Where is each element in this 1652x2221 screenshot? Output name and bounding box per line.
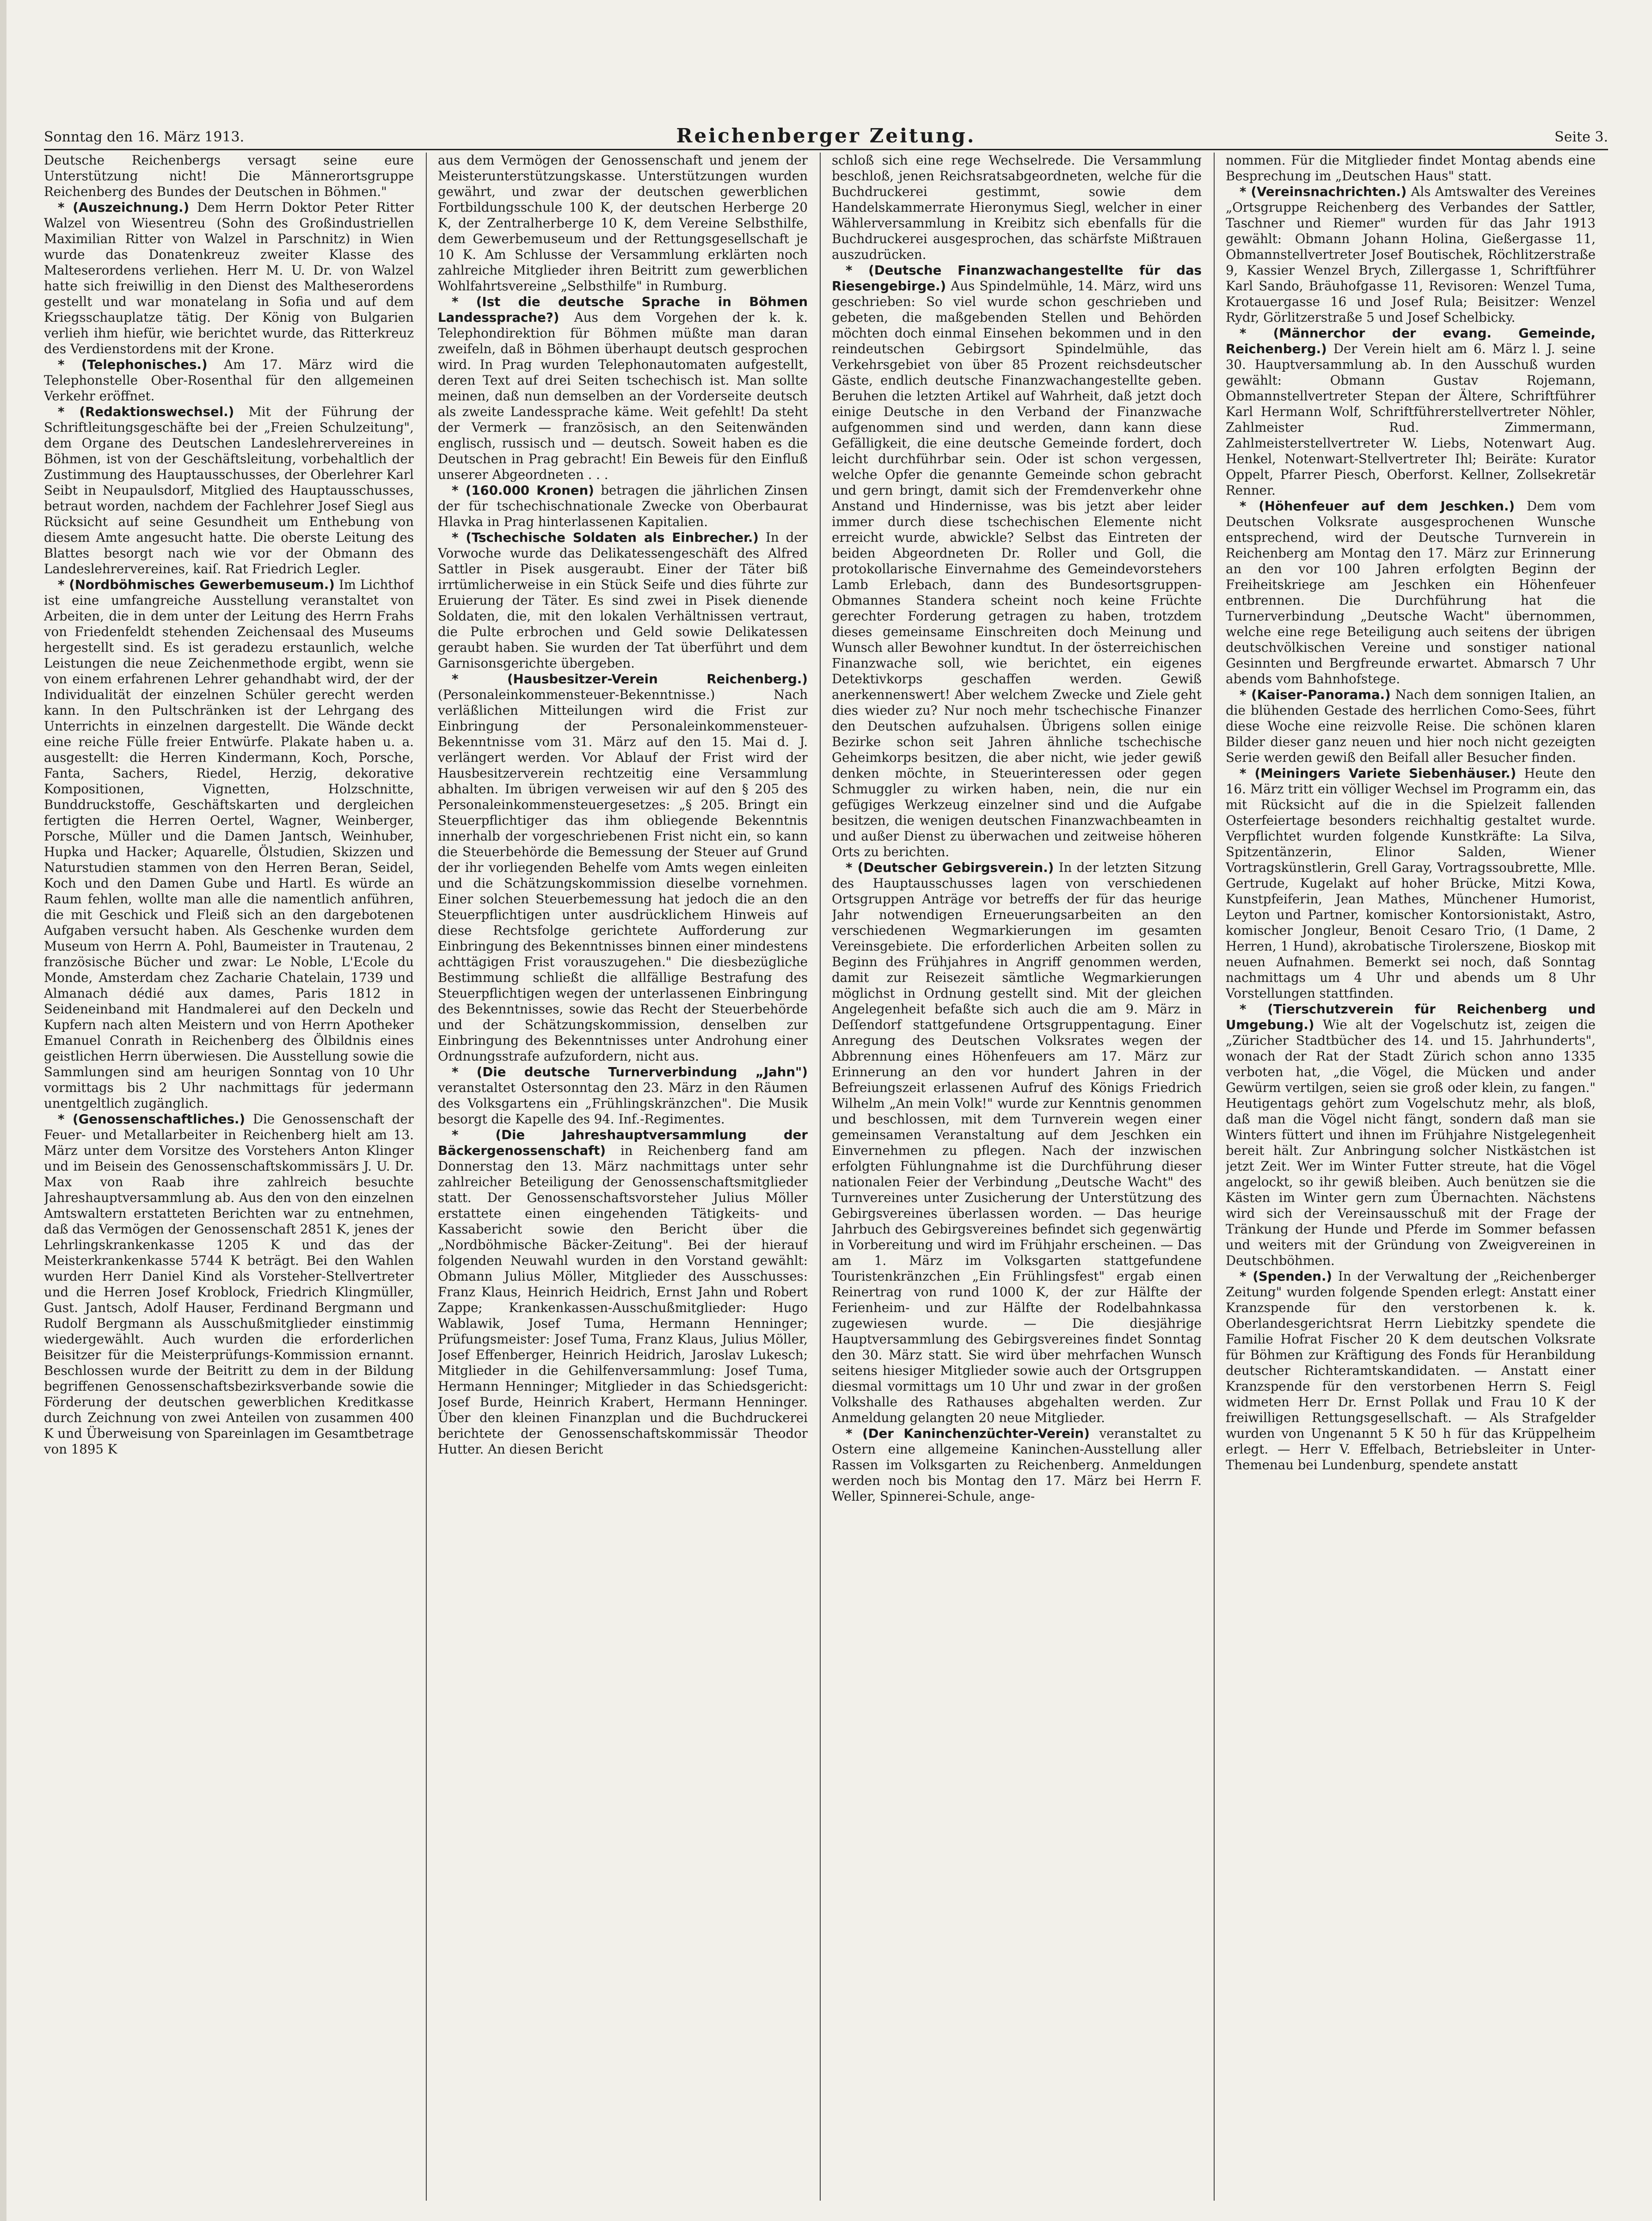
column-1 [44,153,414,2201]
article-heading: * (Nordböhmisches Gewerbemuseum.) [58,577,335,592]
scan-edge [0,0,6,2221]
article-heading: * (Höhenfeuer auf dem Jeschken.) [1240,498,1515,514]
article-paragraph [832,263,1202,860]
column-3 [832,153,1202,2201]
page-header [44,121,1608,149]
article-text: In der Vorwoche wurde das Delikatessengeschäft des Alfred Sattler in Pisek ausgeraubt. Einer der Täter biß irrtümlicherweise in ein Stück Seife und dies führte zur Eruierung der Täter. Es sind zwei in Pisek dienende Soldaten, die, mit den lokalen Verhältnissen vertraut, die Pulte erbrochen und Geld sowie Delikatessen geraubt haben. Sie wurden der Tat überführt und dem Garnisonsgerichte übergeben. [438,530,808,671]
article-text: Nach dem sonnigen Italien, an die blühenden Gestade des herrlichen Como-Sees, führt diese Woche eine reizvolle Reise. Die schönen klaren Bilder dieser ganz neuen und hier noch nicht gezeigten Serie werden gewiß den Beifall aller Besucher finden. [1226,687,1596,765]
column-divider [1214,153,1215,2201]
article-paragraph [438,1064,808,1127]
article-paragraph [44,1111,414,1457]
article-text: Dem vom Deutschen Volksrate ausgesprochenen Wunsche entsprechend, wird der Deutsche Turnverein in Reichenberg am Montag den 17. März zur Erinnerung an den vor 100 Jahren erfolgten Beginn der Freiheitskriege am Jeschken ein Höhenfeuer entbrennen. Die Durchführung hat die Turnerverbindung „Deutsche Wacht" übernommen, welche eine rege Beteiligung auch seitens der übrigen deutschvölkischen Vereine und sonstiger national Gesinnten und Bergfreunde erwartet. Abmarsch 7 Uhr abends vom Bahnhofstege. [1226,498,1596,687]
header-date: Sonntag den 16. März 1913. [44,129,245,145]
article-paragraph [1226,1001,1596,1269]
article-text: nommen. Für die Mitglieder findet Montag abends eine Besprechung im „Deutschen Haus" statt. [1226,153,1596,184]
article-paragraph [832,1426,1202,1504]
page-number: Seite 3. [1554,129,1608,145]
article-heading: * (Kaiser-Panorama.) [1240,687,1391,702]
article-heading: * (Tierschutzverein für Reichenberg und Umgebung.) [1226,1001,1596,1032]
article-text: Deutsche Reichenbergs versagt seine eure Unterstützung nicht! Die Männerortsgruppe Reichenberg des Bundes der Deutschen in Böhmen." [44,153,414,199]
article-heading: * (Männerchor der evang. Gemeinde, Reichenberg.) [1226,325,1596,356]
article-text: in Reichenberg fand am Donnerstag den 13. März nachmittags unter sehr zahlreicher Beteiligung der Genossenschaftsmitglieder statt. Der Genossenschaftsvorsteher Julius Möller erstattete einen eingehenden Tätigkeits- und Kassabericht sowie den Bericht über die „Nordböhmische Bäcker-Zeitung". Bei der hierauf folgenden Neuwahl wurden in den Vorstand gewählt: Obmann Julius Möller, Mitglieder des Ausschusses: Franz Klaus, Heinrich Heidrich, Ernst Jahn und Robert Zappe; Krankenkassen-Ausschußmitglieder: Hugo Wablawik, Josef Tuma, Hermann Henninger; Prüfungsmeister: Josef Tuma, Franz Klaus, Julius Möller, Josef Effenberger, Heinrich Heidrich, Jaroslav Lukesch; Mitglieder in die Gehilfenversammlung: Josef Tuma, Hermann Henninger; Mitglieder in das Schiedsgericht: Josef Burde, Heinrich Krabert, Hermann Henninger. Über den kleinen Finanzplan und die Buchdruckerei berichtete der Genossenschaftskommissär Theodor Hutter. An diesen Bericht [438,1143,808,1457]
column-divider [426,153,427,2201]
article-paragraph [1226,153,1596,184]
article-paragraph [438,671,808,1064]
article-text: aus dem Vermögen der Genossenschaft und jenem der Meisterunterstützungskasse. Unterstützungen wurden gewährt, und zwar der deutschen gewerblichen Fortbildungsschule 100 K, der deutschen Herberge 20 K, der Zentralherberge 10 K, dem Vereine Selbsthilfe, dem Gewerbemuseum und der Rettungsgesellschaft je 10 K. Am Schlusse der Versammlung erklärten noch zahlreiche Mitglieder ihren Beitritt zum gewerblichen Wohlfahrtsvereine „Selbsthilfe" in Rumburg. [438,153,808,294]
column-divider [820,153,821,2201]
article-paragraph [1226,498,1596,687]
article-text: Am 17. März wird die Telephonstelle Ober-Rosenthal für den allgemeinen Verkehr eröffnet. [44,357,414,404]
article-heading: * (Hausbesitzer-Verein Reichenberg.) [452,671,808,687]
article-paragraph [1226,325,1596,498]
column-4 [1226,153,1596,2201]
article-heading: * (Meiningers Variete Siebenhäuser.) [1240,766,1517,781]
header-rule [44,149,1608,150]
article-text: (Personaleinkommensteuer-Bekenntnisse.) Nach verläßlichen Mitteilungen wird die Frist zur Einbringung der Personaleinkommensteuer-Bekenntnisse vom 31. März auf den 15. Mai d. J. verlängert werden. Vor Ablauf der Frist wird der Hausbesitzerverein rechtzeitig eine Versammlung abhalten. Im übrigen verweisen wir auf den § 205 des Personaleinkommensteuergesetzes: „§ 205. Bringt ein Steuerpflichtiger das ihm obliegende Bekenntnis innerhalb der vorgeschriebenen Frist nicht ein, so kann die Steuerbehörde die Bemessung der Steuer auf Grund der ihr vorliegenden Behelfe vom Amts wegen einleiten und die Schätzungskommission dieselbe vornehmen. Einer solchen Steuerbemessung hat jedoch die an den Steuerpflichtigen unter ausdrücklichem Hinweis auf diese Rechtsfolge gerichtete Aufforderung zur Einbringung des Bekenntnisses binnen einer mindestens achttägigen Frist vorauszugehen." Die diesbezügliche Bestimmung schließt die allfällige Bestrafung des Steuerpflichtigen wegen der unterlassenen Einbringung des Bekenntnisses, sowie das Recht der Steuerbehörde und der Schätzungskommission, denselben zur Einbringung des Bekenntnisses unter Androhung einer Ordnungsstrafe aufzufordern, nicht aus. [438,687,808,1064]
article-paragraph [438,1127,808,1457]
article-paragraph [44,404,414,577]
article-text: Wie alt der Vogelschutz ist, zeigen die „Züricher Stadtbücher des 14. und 15. Jahrhunderts", wonach der Rat der Stadt Zürich schon anno 1335 verboten hat, „die Vögel, die Mücken und ander Gewürm vertilgen, seien sie groß oder klein, zu fangen." Heutigentags gehört zum Vogelschutz mehr, als bloß, daß man die Vögel nicht fängt, sondern daß man sie Winters füttert und ihnen im Frühjahre Nistgelegenheit bereit hält. Zur Anbringung solcher Nistkästchen ist jetzt Zeit. Wer im Winter Futter streute, hat die Vögel angelockt, so ihr gewiß bleiben. Auch benützen sie die Kästen im Winter gern zum Übernachten. Nächstens wird sich der Vereinsausschuß mit der Frage der Tränkung der Hunde und Pferde im Sommer befassen und weiters mit der Gründung von Zweigvereinen in Deutschböhmen. [1226,1017,1596,1268]
article-paragraph [44,153,414,200]
article-heading: * (Ist die deutsche Sprache in Böhmen Landessprache?) [438,294,808,325]
article-text: Mit der Führung der Schriftleitungsgeschäfte bei der „Freien Schulzeitung", dem Organe des Deutschen Landeslehrervereines in Böhmen, ist von der Geschäftsleitung, vorbehaltlich der Zustimmung des Hauptausschusses, der Oberlehrer Karl Seibt in Neupaulsdorf, Mitglied des Hauptausschusses, betraut worden, nachdem der Fachlehrer Josef Siegl aus Rücksicht auf seine Gesundheit um Enthebung von diesem Amte angesucht hatte. Die oberste Leitung des Blattes besorgt nach wie vor der Obmann des Landeslehrervereines, kaiſ. Rat Friedrich Legler. [44,404,414,577]
article-paragraph [832,860,1202,1426]
article-heading: * (Telephonisches.) [58,357,208,372]
article-text: veranstaltet Ostersonntag den 23. März in den Räumen des Volksgartens ein „Frühlingskränzchen". Die Musik besorgt die Kapelle des 94. Inf.-Regimentes. [438,1080,808,1127]
article-text: Der Verein hielt am 6. März l. J. seine 30. Hauptversammlung ab. In den Ausschuß wurden gewählt: Obmann Gustav Rojemann, Obmannstellvertreter Stepan der Ältere, Schriftführer Karl Hermann Wolf, Schriftführerstellvertreter Nöhler, Zahlmeister Rud. Zimmermann, Zahlmeisterstellvertreter W. Liebs, Notenwart Aug. Henkel, Notenwart-Stellvertreter Ihl; Beiräte: Kurator Oppelt, Pfarrer Piesch, Oberforst. Kellner, Zollsekretär Renner. [1226,341,1596,498]
article-paragraph [1226,184,1596,325]
article-text: Aus dem Vorgehen der k. k. Telephondirektion für Böhmen müßte man daran zweifeln, daß in Böhmen überhaupt deutsch gesprochen wird. In Prag wurden Telephonautomaten aufgestellt, deren Text auf drei Seiten tschechisch ist. Man sollte meinen, daß nun demselben an der Vorderseite deutsch als zweite Landessprache käme. Weit gefehlt! Da steht der Vermerk — französisch, an den Seitenwänden englisch, russisch und — deutsch. Soweit haben es die Deutschen in Prag gebracht! Ein Beweis für den Einfluß unserer Abgeordneten . . . [438,310,808,482]
masthead-title: Reichenberger Zeitung. [676,124,976,147]
article-heading: * (Die Jahreshauptversammlung der Bäckergenossenschaft) [438,1127,808,1158]
article-heading: * (160.000 Kronen) [452,483,594,498]
article-text: Dem Herrn Doktor Peter Ritter Walzel von Wiesentreu (Sohn des Großindustriellen Maximilian Ritter von Walzel in Parschnitz) in Wien wurde das Donatenkreuz zweiter Klasse des Malteserordens verliehen. Herr M. U. Dr. von Walzel hatte sich freiwillig in den Dienst des Maltheserordens gestellt und war monatelang in Sofia und auf dem Kriegsschauplatze tätig. Der König von Bulgarien verlieh ihm hiefür, wie berichtet wurde, das Ritterkreuz des Verdienstordens mit der Krone. [44,200,414,356]
article-text: Im Lichthof ist eine umfangreiche Ausstellung veranstaltet von Arbeiten, die in dem unter der Leitung des Herrn Frahs von Friedenfeldt stehenden Zeichensaal des Museums hergestellt sind. Es ist geradezu erstaunlich, welche Leistungen die neue Zeichenmethode ergibt, wenn sie von einem erfahrenen Lehrer gehandhabt wird, der der Individualität der einzelnen Schüler gerecht werden kann. In den Pultschränken ist der Lehrgang des Unterrichts in einzelnen dargestellt. Die Wände deckt eine reiche Fülle freier Entwürfe. Plakate haben u. a. ausgestellt: die Herren Kindermann, Koch, Porsche, Fanta, Sachers, Riedel, Herzig, dekorative Kompositionen, Vignetten, Holzschnitte, Bunddruckstoffe, Geschäftskarten und dergleichen fertigten die Herren Oertel, Wagner, Weinberger, Porsche, Müller und die Damen Jantsch, Weinhuber, Hupka und Hacker; Aquarelle, Ölstudien, Skizzen und Naturstudien stammen von den Herren Beran, Seidel, Koch und den Damen Gube und Hartl. Es würde an Raum fehlen, wollte man alle die namentlich anführen, die mit Geschick und Fleiß sich an den dargebotenen Aufgaben versucht haben. Als Geschenke wurden dem Museum von Herrn A. Pohl, Baumeister in Trautenau, 2 französische Bücher und zwar: Le Noble, L'Ecole du Monde, Amsterdam chez Zacharie Chatelain, 1739 und Almanach dédié aux dames, Paris 1812 in Seideneinband mit Handmalerei auf den Deckeln und Kupfern nach alten Meistern und von Herrn Apotheker Emanuel Conrath in Reichenberg des Ölbildnis eines geistlichen Herrn überwiesen. Die Ausstellung sowie die Sammlungen sind am heurigen Sonntag von 10 Uhr vormittags bis 2 Uhr nachmittags für jedermann unentgeltlich zugänglich. [44,577,414,1111]
article-heading: * (Redaktionswechsel.) [58,404,234,419]
article-paragraph [44,577,414,1111]
article-heading: * (Auszeichnung.) [58,200,190,215]
article-text: Aus Spindelmühle, 14. März, wird uns geschrieben: So viel wurde schon geschrieben und gebeten, die maßgebenden Stellen und Behörden möchten doch einmal Einsehen bekommen und in den reindeutschen Gebirgsort Spindelmühle, das Verkehrsgebiet von über 85 Prozent reichsdeutscher Gäste, endlich deutsche Finanzwachangestellte geben. Beruhen die letzten Artikel auf Wahrheit, daß jetzt doch einige Deutsche in den Verband der Finanzwache aufgenommen sind und werden, dann kann diese Gefälligkeit, die eine deutsche Gemeinde fordert, doch leicht durchführbar sein. Oder ist schon vergessen, welche Opfer die genannte Gemeinde schon gebracht und gern bringt, damit sich der Fremdenverkehr ohne Anstand und Hindernisse, was bis jetzt aber leider immer durch diese tschechischen Elemente nicht erreicht wurde, abwickle? Selbst das Eintreten der beiden Abgeordneten Dr. Roller und Goll, die protokollarische Einvernahme des Gemeindevorstehers Lamb Erlebach, dann des Bundesortsgruppen-Obmannes Standera scheint noch keine Früchte gerechter Forderung getragen zu haben, trotzdem dieses gemeinsame Einschreiten doch Meinung und Wunsch aller Bewohner kundtut. In der österreichischen Finanzwache soll, wie berichtet, ein eigenes Detektivkorps geschaffen werden. Gewiß anerkennenswert! Aber welchem Zwecke und Ziele geht dies wieder zu? Nur noch mehr tschechische Finanzer den Deutschen aufzuhalsen. Übrigens sollen einige Bezirke schon seit Jahren ähnliche tschechische Geheimkorps besitzen, die aber nicht, wie jeder gewiß denken möchte, in Steuerinteressen oder gegen Schmuggler zu wirken haben, nein, die nur ein gefügiges Werkzeug einzelner sind und die Aufgabe besitzen, die wenigen deutschen Finanzwachbeamten in und außer Dienst zu überwachen und zeitweise höheren Orts zu berichten. [832,278,1202,859]
article-heading: * (Der Kaninchenzüchter-Verein) [846,1426,1090,1441]
article-paragraph [438,530,808,671]
article-text: Die Genossenschaft der Feuer- und Metallarbeiter in Reichenberg hielt am 13. März unter dem Vorsitze des Vorstehers Anton Klinger und im Beisein des Genossenschaftskommissärs J. U. Dr. Max von Raab ihre zahlreich besuchte Jahreshauptversammlung ab. Aus den von den einzelnen Amtswaltern erstatteten Berichten war zu entnehmen, daß das Vermögen der Genossenschaft 2851 K, jenes der Lehrlingskrankenkasse 1205 K und das der Meisterkrankenkasse 5744 K beträgt. Bei den Wahlen wurden Herr Daniel Kind als Vorsteher-Stellvertreter und die Herren Josef Kroblock, Friedrich Klingmüller, Gust. Jantsch, Adolf Hauser, Ferdinand Bergmann und Rudolf Bergmann als Ausschußmitglieder einstimmig wiedergewählt. Auch wurden die erforderlichen Beisitzer für die Meisterprüfungs-Kommission ernannt. Beschlossen wurde der Beitritt zu dem in der Bildung begriffenen Genossenschaftsbezirksverbande sowie die Förderung der deutschen gewerblichen Kreditkasse durch Zeichnung von zwei Anteilen von zusammen 400 K und Überweisung von Spareinlagen im Gesamtbetrage von 1895 K [44,1111,414,1457]
article-heading: * (Deutsche Finanzwachangestellte für das Riesengebirge.) [832,263,1202,294]
article-paragraph [832,153,1202,263]
article-paragraph [44,357,414,404]
article-text: In der letzten Sitzung des Hauptausschusses lagen von verschiedenen Ortsgruppen Anträge vor betreffs der für das heurige Jahr notwendigen Erneuerungsarbeiten an den verschiedenen Wegmarkierungen im gesamten Vereinsgebiete. Die erforderlichen Arbeiten sollen zu Beginn des Frühjahres in Angriff genommen werden, damit zur Reisezeit sämtliche Wegmarkierungen möglichst in Ordnung gestellt sind. Mit der gleichen Angelegenheit befaßte sich auch die am 9. März in Deſſendorf stattgefundene Ortsgruppentagung. Einer Anregung des Deutschen Volksrates wegen der Abbrennung eines Höhenfeuers am 17. März zur Erinnerung an den vor hundert Jahren in der Befreiungszeit erlassenen Aufruf des Königs Friedrich Wilhelm „An mein Volk!" wurde zur Kenntnis genommen und beschlossen, mit dem Turnverein wegen einer gemeinsamen Veranstaltung auf dem Jeschken ein Einvernehmen zu pflegen. Nach der inzwischen erfolgten Fühlungnahme ist die Durchführung dieser nationalen Feier der Verbindung „Deutsche Wacht" des Turnvereines unter Zusicherung der Unterstützung des Gebirgsvereines überlassen worden. — Das heurige Jahrbuch des Gebirgsvereines befindet sich gegenwärtig in Vorbereitung und wird im Frühjahr erscheinen. — Das am 1. März im Volksgarten stattgefundene Touristenkränzchen „Ein Frühlingsfest" ergab einen Reinertrag von rund 1000 K, der zur Hälfte der Ferienheim- und zur Hälfte der Rodelbahnkassa zugewiesen wurde. — Die diesjährige Hauptversammlung des Gebirgsvereines findet Sonntag den 30. März statt. Sie wird über mehrfachen Wunsch seitens hiesiger Mitglieder sowie auch der Ortsgruppen diesmal vormittags um 10 Uhr und zwar in der großen Volkshalle des Rathauses abgehalten werden. Zur Anmeldung gelangten 20 neue Mitglieder. [832,860,1202,1425]
article-text: betragen die jährlichen Zinsen der für tschechischnationale Zwecke von Oberbaurat Hlavka in Prag hinterlassenen Kapitalien. [438,483,808,529]
article-paragraph [438,294,808,483]
article-paragraph [438,483,808,530]
article-paragraph [44,200,414,357]
article-heading: * (Tschechische Soldaten als Einbrecher.) [452,530,759,545]
article-heading: * (Deutscher Gebirgsverein.) [846,860,1054,875]
article-text: Als Amtswalter des Vereines „Ortsgruppe Reichenberg des Verbandes der Sattler, Taschner und Riemer" wurden für das Jahr 1913 gewählt: Obmann Johann Holina, Gießergasse 11, Obmannstellvertreter Josef Boutischek, Röchlitzerstraße 9, Kassier Wenzel Brych, Zillergasse 1, Schriftführer Karl Sando, Bräuhofgasse 11, Revisoren: Wenzel Tuma, Krotauergasse 16 und Josef Rula; Beisitzer: Wenzel Rydr, Görlitzerstraße 5 und Josef Schelbicky. [1226,184,1596,325]
article-heading: * (Die deutsche Turnerverbindung „Jahn") [452,1064,808,1080]
article-paragraph [438,153,808,294]
article-paragraph [1226,766,1596,1001]
article-heading: * (Spenden.) [1240,1269,1333,1284]
article-paragraph [1226,1269,1596,1473]
article-text: In der Verwaltung der „Reichenberger Zeitung" wurden folgende Spenden erlegt: Anstatt einer Kranzspende für den verstorbenen k. k. Oberlandesgerichtsrat Herrn Liebitzky spendete die Familie Hofrat Fischer 20 K dem deutschen Volksrate für Böhmen zur Kräftigung des Fonds für Heranbildung deutscher Richteramtskandidaten. — Anstatt einer Kranzspende für den verstorbenen Herrn S. Feigl widmeten Herr Dr. Ernst Pollak und Frau 10 K der freiwilligen Rettungsgesellschaft. — Als Strafgelder wurden von Ungenannt 5 K 50 h für das Krüppelheim erlegt. — Herr V. Effelbach, Betriebsleiter in Unter-Themenau bei Lundenburg, spendete anstatt [1226,1269,1596,1472]
article-heading: * (Vereinsnachrichten.) [1240,184,1407,199]
article-heading: * (Genossenschaftliches.) [58,1111,246,1127]
article-text: schloß sich eine rege Wechselrede. Die Versammlung beschloß, jenen Reichsratsabgeordneten, welche für die Buchdruckerei gestimmt, sowie dem Handelskammerrate Hieronymus Siegl, welcher in einer Wählerversammlung in Kreibitz sich ebenfalls für die Buchdruckerei ausgesprochen, das schärfste Mißtrauen auszudrücken. [832,153,1202,262]
columns [44,153,1608,2201]
article-paragraph [1226,687,1596,766]
article-text: veranstaltet zu Ostern eine allgemeine Kaninchen-Ausstellung aller Rassen im Volksgarten zu Reichenberg. Anmeldungen werden noch bis Montag den 17. März bei Herrn F. Weller, Spinnerei-Schule, ange- [832,1426,1202,1504]
article-text: Heute den 16. März tritt ein völliger Wechsel im Programm ein, das mit Rücksicht auf die in die Spielzeit fallenden Osterfeiertage besonders reichhaltig gestaltet wurde. Verpflichtet wurden folgende Kunstkräfte: La Silva, Spitzentänzerin, Elinor Salden, Wiener Vortragskünstlerin, Grell Garay, Vortragssoubrette, Mlle. Gertrude, Kugelakt auf hoher Brücke, Mitzi Kowa, Kunstpfeiferin, Jean Mathes, Münchener Humorist, Leyton und Partner, komischer Kontorsionistakt, Astro, komischer Jongleur, Benoit Cesaro Trio, (1 Dame, 2 Herren, 1 Hund), akrobatische Tirolerszene, Bioskop mit neuen Aufnahmen. Bemerkt sei noch, daß Sonntag nachmittags um 4 Uhr und abends um 8 Uhr Vorstellungen stattfinden. [1226,766,1596,1001]
column-2 [438,153,808,2201]
